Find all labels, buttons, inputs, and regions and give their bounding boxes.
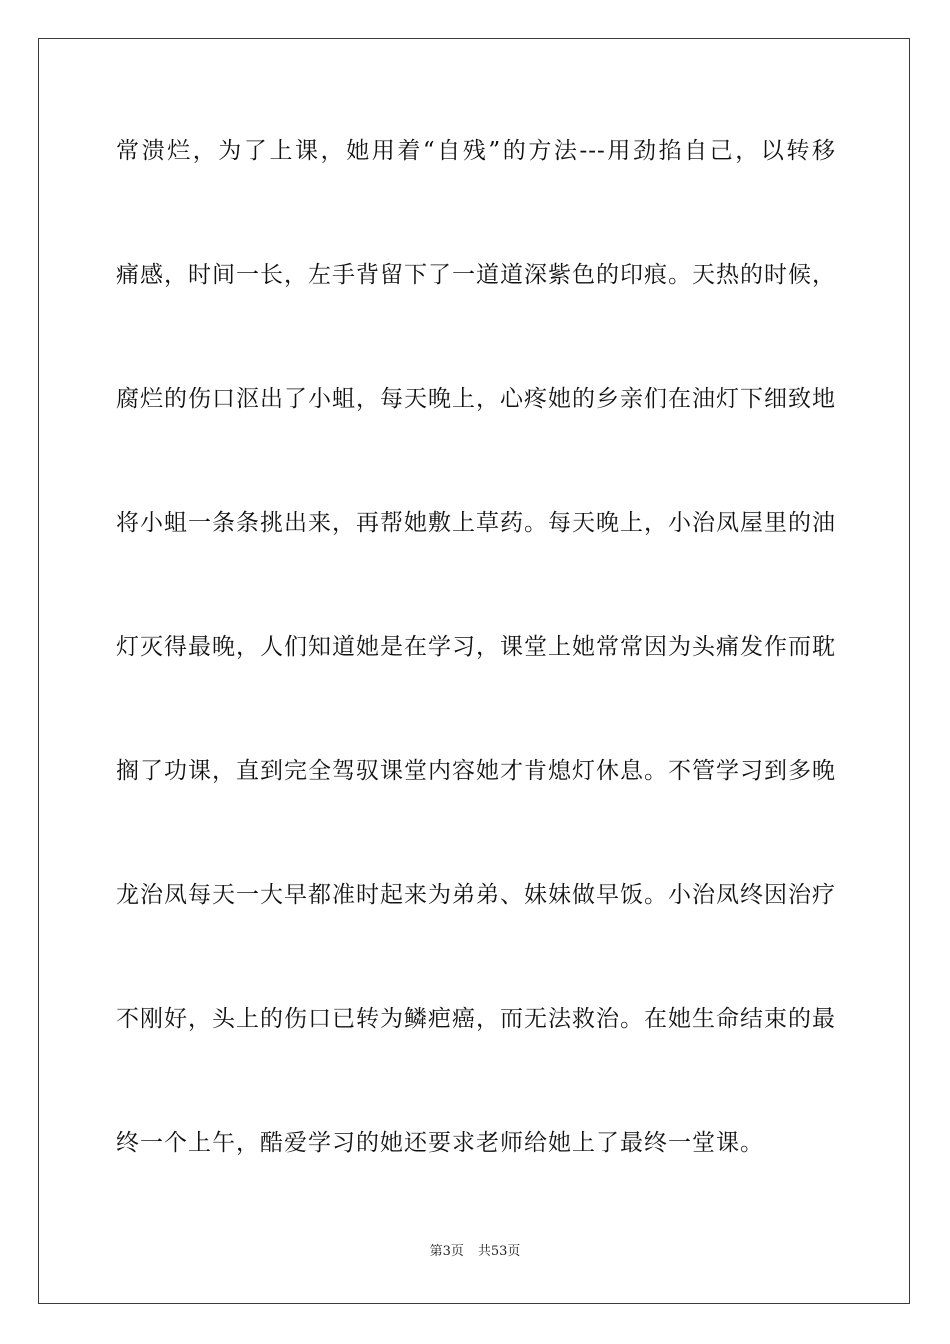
- document-body: [116, 120, 836, 1236]
- text-line: 腐烂的伤口沤出了小蛆，每天晚上，心疼她的乡亲们在油灯下细致地: [116, 386, 836, 412]
- text-line-last: 终一个上午，酷爱学习的她还要求老师给她上了最终一堂课。: [116, 1130, 764, 1156]
- page-total: 共53页: [477, 1244, 521, 1259]
- text-line: 搁了功课，直到完全驾驭课堂内容她才肯熄灯休息。不管学习到多晚: [116, 758, 836, 784]
- page-footer: [0, 1240, 950, 1259]
- page-number: 第3页: [429, 1244, 464, 1259]
- text-line: 龙治凤每天一大早都准时起来为弟弟、妹妹做早饭。小治凤终因治疗: [116, 882, 836, 908]
- text-line: 痛感，时间一长，左手背留下了一道道深紫色的印痕。天热的时候，: [116, 262, 836, 288]
- text-line: 常溃烂，为了上课，她用着“自残”的方法---用劲掐自己，以转移: [116, 138, 836, 164]
- text-line: 不刚好，头上的伤口已转为鳞疤癌，而无法救治。在她生命结束的最: [116, 1006, 836, 1032]
- text-line: 将小蛆一条条挑出来，再帮她敷上草药。每天晚上，小治凤屋里的油: [116, 510, 836, 536]
- text-line: 灯灭得最晚，人们知道她是在学习，课堂上她常常因为头痛发作而耽: [116, 634, 836, 660]
